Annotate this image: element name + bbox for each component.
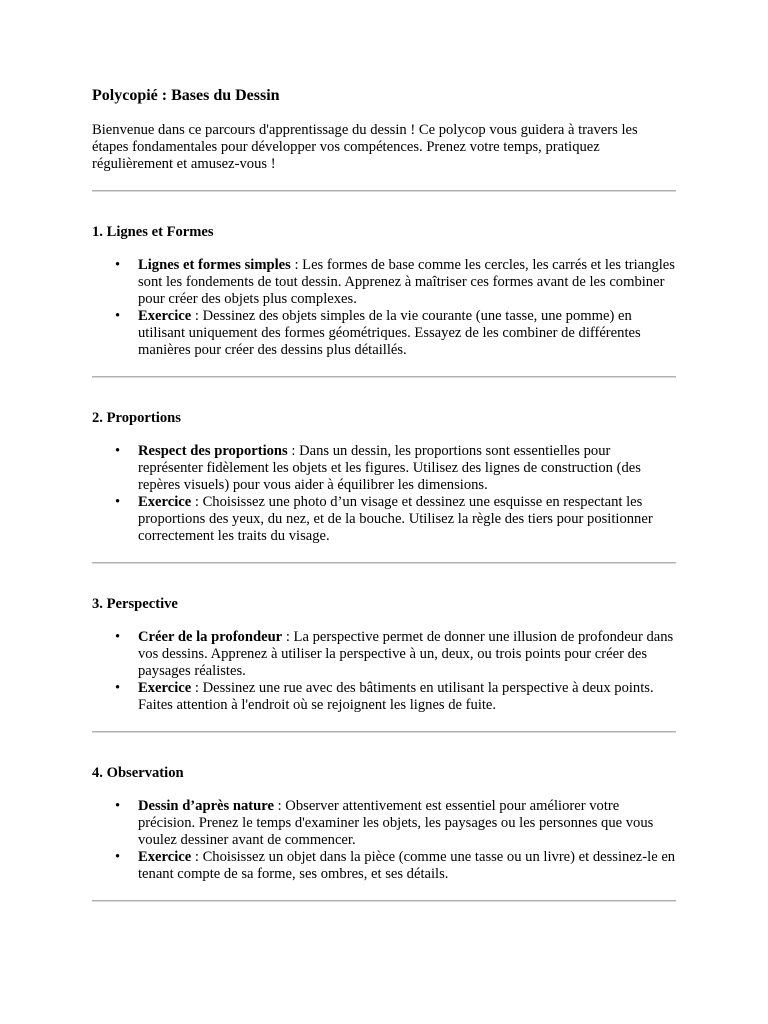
list-item [115, 443, 676, 494]
divider [92, 731, 676, 733]
list-item [115, 798, 676, 849]
bullet-list [92, 629, 676, 714]
item-label: Exercice [138, 308, 192, 324]
section-lignes-formes [92, 224, 676, 378]
item-text: : Choisissez un objet dans la pièce (comme une tasse ou un livre) et dessinez-le en tenant compte de sa forme, ses ombres, et ses détails. [138, 849, 676, 882]
divider [92, 376, 676, 378]
divider [92, 562, 676, 564]
item-label: Exercice [138, 494, 192, 510]
list-item [115, 849, 676, 883]
item-label: Exercice [138, 680, 192, 696]
section-observation [92, 765, 676, 902]
bullet-icon: • [115, 443, 121, 459]
item-label: Créer de la profondeur [138, 629, 283, 645]
intro-paragraph: Bienvenue dans ce parcours d'apprentissage du dessin ! Ce polycop vous guidera à travers les étapes fondamentales pour développer vos compétences. Prenez votre temps, pratiquez régulièrement et amusez-vous ! [92, 122, 638, 172]
list-item [115, 494, 676, 545]
item-text: : Les formes de base comme les cercles, les carrés et les triangles sont les fondements de tout dessin. Apprenez à maîtriser ces formes avant de les combiner pour créer des objets plus complexes. [138, 257, 675, 307]
list-item [115, 629, 676, 680]
document-title: Polycopié : Bases du Dessin [92, 87, 280, 104]
item-text: : Choisissez une photo d’un visage et dessinez une esquisse en respectant les proportions des yeux, du nez, et de la bouche. Utilisez la règle des tiers pour positionner correctement les traits du visage. [138, 494, 653, 544]
bullet-icon: • [115, 494, 121, 510]
bullet-icon: • [115, 798, 121, 814]
item-label: Respect des proportions [138, 443, 288, 459]
item-text: : La perspective permet de donner une illusion de profondeur dans vos dessins. Apprenez à utiliser la perspective à un, deux, ou trois points pour créer des paysages réalistes. [138, 629, 674, 679]
divider [92, 900, 676, 902]
item-text: : Observer attentivement est essentiel pour améliorer votre précision. Prenez le temps d'examiner les objets, les paysages ou les personnes que vous voulez dessiner avant de commencer. [138, 798, 654, 848]
bullet-icon: • [115, 308, 121, 324]
section-heading: 1. Lignes et Formes [92, 224, 214, 240]
bullet-list [92, 443, 676, 545]
section-perspective [92, 596, 676, 733]
list-item [115, 680, 676, 714]
section-heading: 4. Observation [92, 765, 184, 781]
item-text: : Dans un dessin, les proportions sont essentielles pour représenter fidèlement les objets et les figures. Utilisez des lignes de construction (des repères visuels) pour vous aider à équilibrer les dimensions. [138, 443, 641, 493]
item-label: Lignes et formes simples [138, 257, 291, 273]
item-label: Dessin d’après nature [138, 798, 274, 814]
bullet-icon: • [115, 629, 121, 645]
item-label: Exercice [138, 849, 192, 865]
item-text: : Dessinez des objets simples de la vie courante (une tasse, une pomme) en utilisant uniquement des formes géométriques. Essayez de les combiner de différentes manières pour créer des dessins plus détaillés. [138, 308, 641, 358]
item-text: : Dessinez une rue avec des bâtiments en utilisant la perspective à deux points. Faites attention à l'endroit où se rejoignent les lignes de fuite. [138, 680, 654, 713]
section-heading: 2. Proportions [92, 410, 181, 426]
bullet-icon: • [115, 257, 121, 273]
bullet-list [92, 798, 676, 883]
list-item [115, 308, 676, 359]
bullet-list [92, 257, 676, 359]
divider [92, 190, 676, 192]
list-item [115, 257, 676, 308]
section-heading: 3. Perspective [92, 596, 178, 612]
section-proportions [92, 410, 676, 564]
bullet-icon: • [115, 849, 121, 865]
bullet-icon: • [115, 680, 121, 696]
